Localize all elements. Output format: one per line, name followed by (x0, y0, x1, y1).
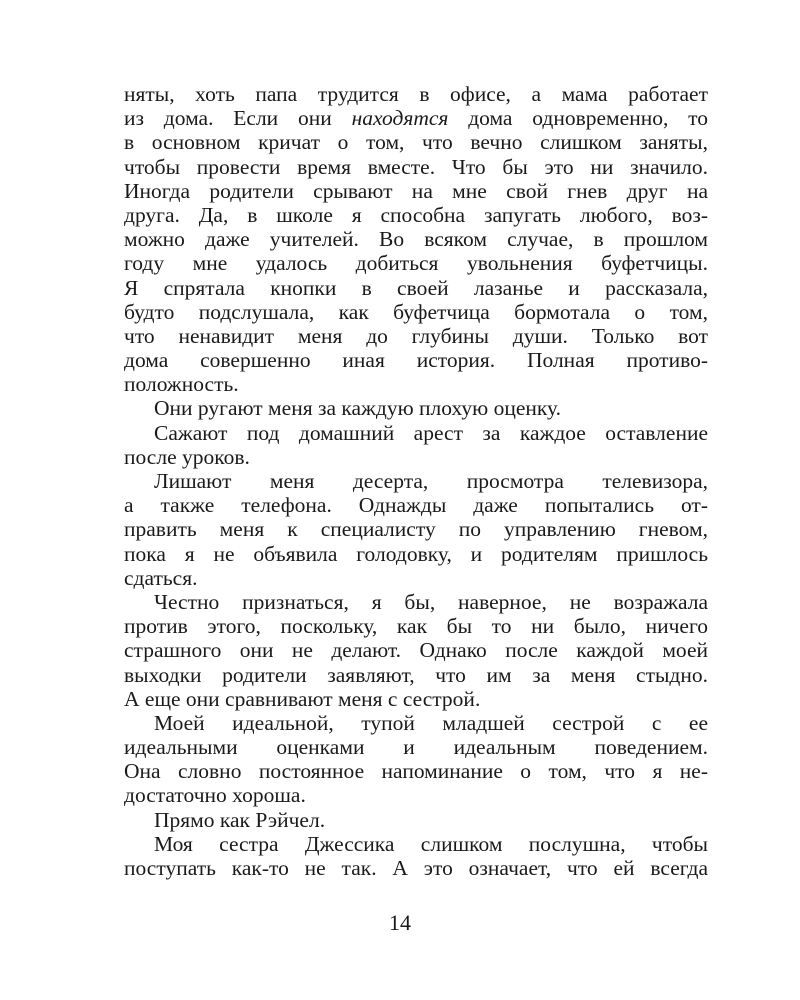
text-line: что ненавидит меня до глубины души. Только вот (124, 323, 708, 348)
text-line: после уроков. (124, 444, 250, 469)
text-line: году мне удалось добиться увольнения буфетчицы. (124, 251, 708, 276)
text-line: в основном кричат о том, что вечно слишком заняты, (124, 130, 708, 155)
text-segment: из дома. Если они (124, 106, 352, 131)
text-line: поступать как-то не так. А это означает, что ей всегда (124, 856, 708, 880)
text-line: дома совершенно иная история. Полная противо- (124, 348, 708, 373)
text-line: можно даже учителей. Во всяком случае, в прошлом (124, 227, 708, 252)
text-line: выходки родители заявляют, что им за меня стыдно. (124, 662, 708, 687)
text-line: Моя сестра Джессика слишком послушна, чтобы (154, 831, 708, 856)
text-line: пока я не объявила голодовку, и родителям пришлось (124, 541, 708, 566)
text-line: идеальными оценками и идеальным поведением. (124, 735, 708, 760)
text-line: страшного они не делают. Однако после каждой моей (124, 638, 708, 663)
text-line: няты, хоть папа трудится в офисе, а мама работает (124, 82, 708, 106)
text-line: Иногда родители срывают на мне свой гнев друг на (124, 178, 708, 203)
text-line: Сажают под домашний арест за каждое оставление (154, 420, 708, 445)
paragraph (124, 82, 708, 396)
text-line: А еще они сравнивают меня с сестрой. (124, 686, 481, 711)
text-line: друга. Да, в школе я способна запугать любого, воз- (124, 202, 708, 227)
page-number: 14 (389, 910, 411, 935)
text-line: а также телефона. Однажды даже попытались от- (124, 493, 708, 518)
text-line: будто подслушала, как буфетчица бормотала о том, (124, 299, 708, 324)
body-text (124, 82, 708, 880)
text-line: Честно признаться, я бы, наверное, не возражала (154, 589, 708, 614)
paragraph (124, 396, 708, 420)
text-line: положность. (124, 372, 239, 397)
text-line (124, 106, 708, 130)
paragraph (124, 469, 708, 590)
paragraph (124, 832, 708, 880)
text-line: Лишают меня десерта, просмотра телевизора, (154, 469, 708, 493)
text-line: достаточно хороша. (124, 783, 306, 808)
paragraph (124, 421, 708, 469)
text-line: Я спрятала кнопки в своей лазанье и рассказала, (124, 275, 708, 300)
emphasized-word: находятся (351, 106, 449, 131)
text-line: править меня к специалисту по управлению гневом, (124, 517, 708, 542)
paragraph (124, 590, 708, 711)
text-line: Прямо как Рэйчел. (154, 807, 326, 832)
text-line: сдаться. (124, 565, 198, 590)
text-line: Они ругают меня за каждую плохую оценку. (154, 396, 561, 421)
paragraph (124, 711, 708, 808)
text-line: Она словно постоянное напоминание о том, что я не- (124, 759, 708, 784)
text-line: чтобы провести время вместе. Что бы это ни значило. (124, 154, 708, 179)
text-line: Моей идеальной, тупой младшей сестрой с ее (154, 710, 708, 735)
text-line: против этого, поскольку, как бы то ни было, ничего (124, 614, 708, 639)
paragraph (124, 808, 708, 832)
text-segment: дома одновременно, то (448, 106, 709, 131)
